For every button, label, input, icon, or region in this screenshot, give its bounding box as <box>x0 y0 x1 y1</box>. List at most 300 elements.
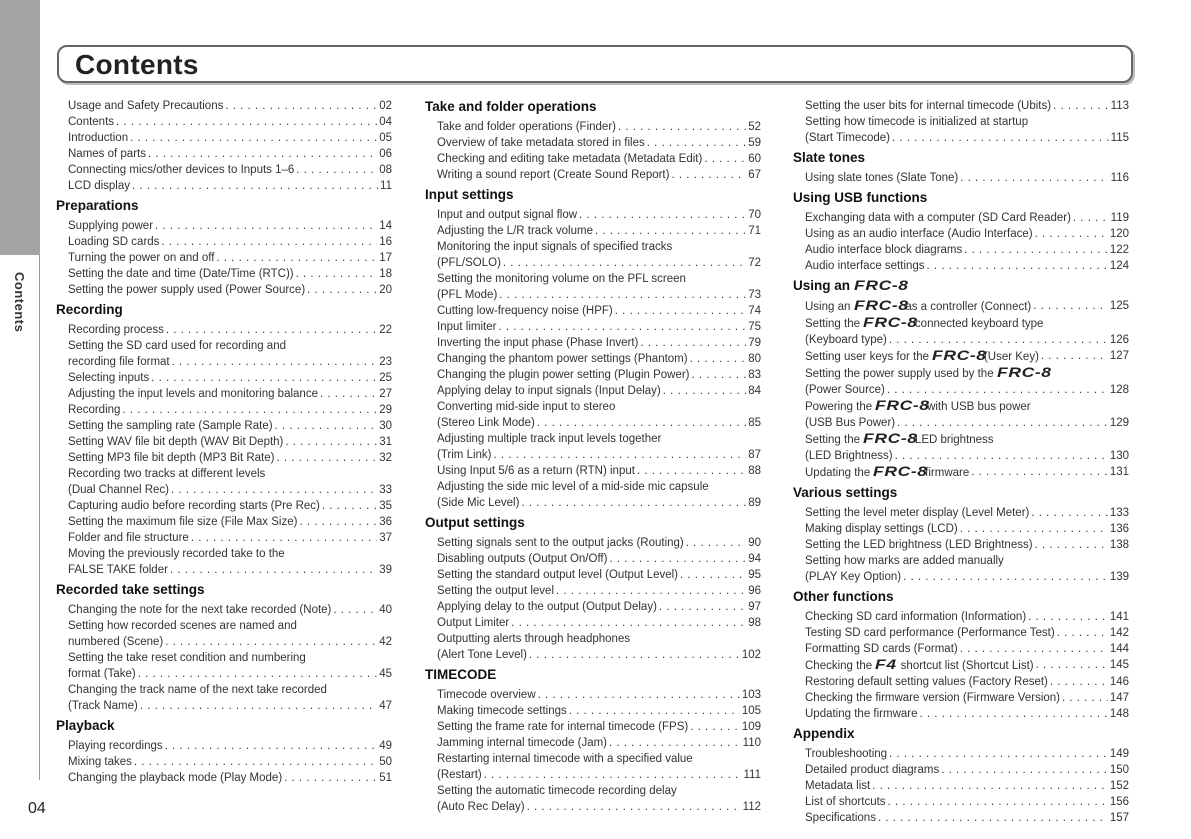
toc-entry[interactable] <box>437 799 761 815</box>
entry-title: Changing the plugin power setting (Plugin Power) <box>437 369 690 381</box>
entry-title: Setting WAV file bit depth (WAV Bit Depth) <box>68 436 284 448</box>
entry-title: Checking and editing take metadata (Metadata Edit) <box>437 153 703 165</box>
toc-entry[interactable] <box>68 666 392 682</box>
entry-line1: Converting mid-side input to stereo <box>437 401 616 413</box>
toc-entry[interactable] <box>68 282 392 298</box>
entry-title: (PFL/SOLO) <box>437 257 501 269</box>
toc-entry[interactable] <box>437 447 761 463</box>
dot-leader <box>527 799 741 815</box>
toc-entry[interactable] <box>805 415 1129 431</box>
entry-title: Supplying power <box>68 220 154 232</box>
entry-title: Cutting low-frequency noise (HPF) <box>437 305 613 317</box>
entry-title: (Power Source) <box>805 384 885 396</box>
page-ref: 83 <box>748 369 761 381</box>
page-ref: 87 <box>748 449 761 461</box>
toc-entry[interactable] <box>437 615 761 631</box>
toc-entry[interactable] <box>805 210 1129 226</box>
dot-leader <box>618 119 746 135</box>
toc-entry[interactable] <box>437 207 761 223</box>
toc-entry[interactable] <box>68 770 392 786</box>
toc-entry[interactable] <box>437 551 761 567</box>
dot-leader <box>872 778 1108 794</box>
toc-entry[interactable] <box>68 178 392 194</box>
page-ref: 52 <box>748 121 761 133</box>
page-ref: 125 <box>1109 300 1129 312</box>
toc-entry[interactable] <box>805 242 1129 258</box>
dot-leader <box>499 287 746 303</box>
toc-entry[interactable] <box>437 167 761 183</box>
page-ref: 23 <box>379 356 392 368</box>
dot-leader <box>647 135 746 151</box>
toc-entry[interactable] <box>805 98 1129 114</box>
toc-entry[interactable] <box>68 146 392 162</box>
toc-entry[interactable] <box>805 130 1129 146</box>
frc8-logo: FRC-8 <box>873 463 929 479</box>
page-ref: 36 <box>379 516 392 528</box>
toc-entry[interactable] <box>68 754 392 770</box>
dot-leader <box>637 463 746 479</box>
entry-title: (PFL Mode) <box>437 289 498 301</box>
page-ref: 120 <box>1109 228 1129 240</box>
dot-leader <box>511 615 746 631</box>
toc-entry[interactable] <box>805 657 1129 674</box>
entry-line1 <box>805 315 1129 332</box>
entry-title: Usage and Safety Precautions <box>68 100 224 112</box>
title-bar <box>57 45 1133 83</box>
toc-entry[interactable] <box>805 298 1129 315</box>
toc-entry[interactable] <box>68 98 392 114</box>
entry-title: (Keyboard type) <box>805 334 887 346</box>
page-ref: 136 <box>1109 523 1129 535</box>
page-ref: 18 <box>379 268 392 280</box>
page-ref: 17 <box>379 252 392 264</box>
entry-title: Metadata list <box>805 780 871 792</box>
toc-group-shortcut <box>793 657 1129 674</box>
dot-leader <box>690 719 740 735</box>
toc-entry[interactable] <box>437 767 761 783</box>
toc-entry[interactable] <box>68 530 392 546</box>
toc-entry[interactable] <box>437 719 761 735</box>
page-ref: 90 <box>748 537 761 549</box>
entry-title: Timecode overview <box>437 689 536 701</box>
heading-text: Using an <box>793 278 851 293</box>
dot-leader <box>171 482 377 498</box>
page-ref: 08 <box>379 164 392 176</box>
dot-leader <box>537 415 746 431</box>
dot-leader <box>498 319 746 335</box>
page-ref: 25 <box>379 372 392 384</box>
entry-text: Setting the <box>805 434 860 446</box>
toc-entry[interactable] <box>805 537 1129 553</box>
toc-entry[interactable] <box>68 386 392 402</box>
entry-title: (Stereo Link Mode) <box>437 417 535 429</box>
entry-title: Setting the level meter display (Level Meter) <box>805 507 1030 519</box>
entry-line1 <box>805 431 1129 448</box>
dot-leader <box>680 567 746 583</box>
dot-leader <box>521 495 746 511</box>
dot-leader <box>494 447 747 463</box>
page-ref: 88 <box>748 465 761 477</box>
toc-entry[interactable] <box>437 223 761 239</box>
dot-leader <box>285 434 377 450</box>
page-ref: 40 <box>379 604 392 616</box>
page-ref: 146 <box>1109 676 1129 688</box>
page-ref: 75 <box>748 321 761 333</box>
frc8-logo: FRC-8 <box>996 364 1052 380</box>
entry-title: FALSE TAKE folder <box>68 564 168 576</box>
toc-entry[interactable] <box>437 351 761 367</box>
entry-title: Recording <box>68 404 121 416</box>
dot-leader <box>889 746 1108 762</box>
entry-text: Powering the <box>805 401 873 413</box>
toc-entry[interactable] <box>437 287 761 303</box>
page-ref: 49 <box>379 740 392 752</box>
toc-entry[interactable] <box>68 418 392 434</box>
toc-entry[interactable] <box>805 609 1129 625</box>
entry-title: Using slate tones (Slate Tone) <box>805 172 959 184</box>
toc-entry[interactable] <box>68 738 392 754</box>
toc-entry[interactable] <box>68 562 392 578</box>
toc-group <box>425 207 761 511</box>
entry-title: Folder and file structure <box>68 532 189 544</box>
toc-entry[interactable] <box>68 402 392 418</box>
dot-leader <box>640 335 746 351</box>
f4-logo: F4 <box>875 656 898 672</box>
entry-line1 <box>805 398 1129 415</box>
dot-leader <box>151 370 377 386</box>
entry-title: Applying delay to the output (Output Delay) <box>437 601 657 613</box>
entry-title: Setting the standard output level (Output Level) <box>437 569 679 581</box>
entry-text: Setting the power supply used by the <box>805 368 994 380</box>
toc-entry[interactable] <box>437 255 761 271</box>
page-ref: 150 <box>1109 764 1129 776</box>
page-ref: 33 <box>379 484 392 496</box>
entry-title: Turning the power on and off <box>68 252 215 264</box>
page-ref: 130 <box>1109 450 1129 462</box>
toc-entry[interactable] <box>437 583 761 599</box>
toc-entry[interactable] <box>805 690 1129 706</box>
page-ref: 45 <box>379 668 392 680</box>
page-ref: 85 <box>748 417 761 429</box>
toc-entry[interactable] <box>437 703 761 719</box>
entry-title: Changing the phantom power settings (Phantom) <box>437 353 688 365</box>
dot-leader <box>130 130 377 146</box>
page-ref: 60 <box>748 153 761 165</box>
entry-title: Input limiter <box>437 321 497 333</box>
toc-entry[interactable] <box>68 162 392 178</box>
toc-entry[interactable] <box>437 495 761 511</box>
dot-leader <box>333 602 377 618</box>
entry-line1: Monitoring the input signals of specified tracks <box>437 241 673 253</box>
entry-title: Adjusting the L/R track volume <box>437 225 593 237</box>
toc-entry[interactable] <box>805 569 1129 585</box>
toc-entry[interactable] <box>437 151 761 167</box>
toc-entry[interactable] <box>437 335 761 351</box>
dot-leader <box>595 223 746 239</box>
toc-entry[interactable] <box>437 647 761 663</box>
page-ref: 131 <box>1109 466 1129 478</box>
entry-title <box>805 657 1034 674</box>
toc-entry[interactable] <box>68 234 392 250</box>
page-ref: 16 <box>379 236 392 248</box>
dot-leader <box>538 687 740 703</box>
toc-entry[interactable] <box>437 735 761 751</box>
toc-entry[interactable] <box>805 170 1129 186</box>
page-ref: 113 <box>1110 100 1129 112</box>
entry-title <box>805 464 969 481</box>
page-ref: 103 <box>741 689 761 701</box>
frc8-logo: FRC-8 <box>875 397 930 413</box>
toc-entry[interactable] <box>437 367 761 383</box>
entry-title: recording file format <box>68 356 170 368</box>
entry-title: Changing the playback mode (Play Mode) <box>68 772 283 784</box>
entry-title: List of shortcuts <box>805 796 886 808</box>
entry-line1: Adjusting multiple track input levels together <box>437 433 662 445</box>
entry-title: Audio interface settings <box>805 260 925 272</box>
toc-entry[interactable] <box>437 567 761 583</box>
toc-entry[interactable] <box>805 706 1129 722</box>
toc-entry[interactable] <box>805 382 1129 398</box>
page-ref: 111 <box>743 769 761 781</box>
dot-leader <box>878 810 1108 826</box>
toc-group <box>793 674 1129 722</box>
dot-leader <box>941 762 1108 778</box>
entry-title: Playing recordings <box>68 740 163 752</box>
dot-leader <box>1062 690 1108 706</box>
toc-entry[interactable] <box>805 641 1129 657</box>
dot-leader <box>692 367 747 383</box>
entry-line1: Moving the previously recorded take to the <box>68 548 285 560</box>
toc-entry[interactable] <box>68 250 392 266</box>
dot-leader <box>170 562 377 578</box>
page-ref: 14 <box>379 220 392 232</box>
entry-title: Using as an audio interface (Audio Interface) <box>805 228 1033 240</box>
toc-entry[interactable] <box>68 218 392 234</box>
toc-group <box>56 602 392 714</box>
section-heading: Using USB functions <box>793 190 928 205</box>
toc-entry[interactable] <box>68 370 392 386</box>
toc-entry[interactable] <box>805 348 1129 365</box>
toc-entry[interactable] <box>437 687 761 703</box>
page-ref: 147 <box>1109 692 1129 704</box>
toc-entry[interactable] <box>68 266 392 282</box>
dot-leader <box>284 770 377 786</box>
page-ref: 73 <box>748 289 761 301</box>
toc-group <box>56 738 392 786</box>
toc-entry[interactable] <box>68 602 392 618</box>
toc-entry[interactable] <box>805 674 1129 690</box>
toc-entry[interactable] <box>805 464 1129 481</box>
page-ref: 122 <box>1109 244 1129 256</box>
page-ref: 141 <box>1109 611 1129 623</box>
page-ref: 05 <box>379 132 392 144</box>
dot-leader <box>892 130 1109 146</box>
entry-title: Jamming internal timecode (Jam) <box>437 737 608 749</box>
section-heading: Take and folder operations <box>425 99 597 114</box>
toc-entry[interactable] <box>68 450 392 466</box>
entry-title: (Auto Rec Delay) <box>437 801 525 813</box>
toc-group <box>793 170 1129 186</box>
entry-title: Setting the frame rate for internal timecode (FPS) <box>437 721 689 733</box>
entry-line1: Setting how recorded scenes are named and <box>68 620 297 632</box>
toc-entry[interactable] <box>805 258 1129 274</box>
page-ref: 39 <box>379 564 392 576</box>
toc-entry[interactable] <box>805 448 1129 464</box>
dot-leader <box>116 114 377 130</box>
toc-entry[interactable] <box>68 130 392 146</box>
entry-text: shortcut list (Shortcut List) <box>900 660 1034 672</box>
dot-leader <box>671 167 746 183</box>
dot-leader <box>165 634 377 650</box>
page-ref: 02 <box>379 100 392 112</box>
entry-line1: Setting the take reset condition and numbering <box>68 652 306 664</box>
dot-leader <box>1033 298 1108 315</box>
page-ref: 84 <box>748 385 761 397</box>
page-ref: 94 <box>748 553 761 565</box>
toc-entry[interactable] <box>805 505 1129 521</box>
entry-title: LCD display <box>68 180 130 192</box>
entry-title: Names of parts <box>68 148 146 160</box>
dot-leader <box>320 386 377 402</box>
toc-entry[interactable] <box>805 226 1129 242</box>
toc-column-1 <box>56 98 392 786</box>
page-ref: 105 <box>741 705 761 717</box>
page-ref: 32 <box>379 452 392 464</box>
dot-leader <box>887 382 1108 398</box>
dot-leader <box>165 738 378 754</box>
frc8-logo: FRC-8 <box>863 430 918 446</box>
toc-entry[interactable] <box>68 114 392 130</box>
page-ref: 89 <box>748 497 761 509</box>
section-heading: Playback <box>56 718 115 733</box>
dot-leader <box>1050 674 1108 690</box>
entry-title: Setting the sampling rate (Sample Rate) <box>68 420 273 432</box>
dot-leader <box>132 178 378 194</box>
page-ref: 157 <box>1109 812 1129 824</box>
page-ref: 11 <box>380 180 392 192</box>
page-ref: 59 <box>748 137 761 149</box>
entry-title: Take and folder operations (Finder) <box>437 121 616 133</box>
toc-group <box>425 119 761 183</box>
dot-leader <box>659 599 746 615</box>
toc-entry[interactable] <box>437 119 761 135</box>
page-ref: 80 <box>748 353 761 365</box>
page-ref: 22 <box>379 324 392 336</box>
entry-title: Making display settings (LCD) <box>805 523 958 535</box>
dot-leader <box>1028 609 1108 625</box>
page-ref: 67 <box>748 169 761 181</box>
section-heading-frc8 <box>793 277 1129 295</box>
dot-leader <box>889 332 1108 348</box>
toc-entry[interactable] <box>805 778 1129 794</box>
entry-title: (USB Bus Power) <box>805 417 896 429</box>
entry-text: (User Key) <box>983 351 1039 363</box>
toc-entry[interactable] <box>437 135 761 151</box>
toc-entry[interactable] <box>805 794 1129 810</box>
entry-title: (Side Mic Level) <box>437 497 520 509</box>
page-ref: 127 <box>1109 350 1129 362</box>
toc-entry[interactable] <box>68 434 392 450</box>
entry-title: Setting signals sent to the output jacks (Routing) <box>437 537 684 549</box>
toc-entry[interactable] <box>437 535 761 551</box>
entry-title: Recording process <box>68 324 164 336</box>
dot-leader <box>556 583 746 599</box>
toc-entry[interactable] <box>437 463 761 479</box>
entry-title: format (Take) <box>68 668 136 680</box>
entry-line1: Setting how timecode is initialized at startup <box>805 116 1029 128</box>
entry-title: Output Limiter <box>437 617 510 629</box>
dot-leader <box>686 535 746 551</box>
dot-leader <box>1041 348 1108 365</box>
section-heading: Output settings <box>425 515 525 530</box>
side-label: Contents <box>12 272 27 333</box>
entry-title: Setting the date and time (Date/Time (RTC)) <box>68 268 294 280</box>
toc-entry[interactable] <box>805 521 1129 537</box>
entry-title: numbered (Scene) <box>68 636 164 648</box>
toc-entry[interactable] <box>68 354 392 370</box>
entry-title: Mixing takes <box>68 756 132 768</box>
toc-entry[interactable] <box>805 762 1129 778</box>
dot-leader <box>1035 226 1108 242</box>
entry-line1: Restarting internal timecode with a specified value <box>437 753 693 765</box>
toc-entry[interactable] <box>68 698 392 714</box>
toc-entry[interactable] <box>805 332 1129 348</box>
entry-title: (PLAY Key Option) <box>805 571 902 583</box>
page-ref: 148 <box>1109 708 1129 720</box>
entry-title: Adjusting the input levels and monitoring balance <box>68 388 318 400</box>
toc-entry[interactable] <box>437 415 761 431</box>
page-ref: 47 <box>379 700 392 712</box>
page-ref: 42 <box>379 636 392 648</box>
toc-entry[interactable] <box>68 322 392 338</box>
entry-title: Applying delay to input signals (Input Delay) <box>437 385 661 397</box>
section-heading: Various settings <box>793 485 898 500</box>
section-heading: Recording <box>56 302 123 317</box>
entry-title: Setting the power supply used (Power Source) <box>68 284 306 296</box>
toc-entry[interactable] <box>805 746 1129 762</box>
dot-leader <box>307 282 377 298</box>
entry-title: Updating the firmware <box>805 708 918 720</box>
toc-entry[interactable] <box>805 625 1129 641</box>
toc-group <box>425 535 761 663</box>
frc8-logo: FRC-8 <box>863 314 918 330</box>
toc-entry[interactable] <box>437 319 761 335</box>
page-ref: 156 <box>1109 796 1129 808</box>
toc-group-frc8 <box>793 298 1129 481</box>
dot-leader <box>138 666 377 682</box>
entry-text: LED brightness <box>914 434 994 446</box>
toc-entry[interactable] <box>68 482 392 498</box>
toc-group <box>793 505 1129 585</box>
toc-group <box>425 687 761 815</box>
toc-entry[interactable] <box>68 498 392 514</box>
toc-entry[interactable] <box>68 634 392 650</box>
dot-leader <box>484 767 742 783</box>
toc-entry[interactable] <box>437 599 761 615</box>
entry-line1: Setting how marks are added manually <box>805 555 1004 567</box>
toc-entry[interactable] <box>437 383 761 399</box>
toc-entry[interactable] <box>805 810 1129 826</box>
toc-entry[interactable] <box>68 514 392 530</box>
dot-leader <box>166 322 377 338</box>
entry-text: as a controller (Connect) <box>905 301 1032 313</box>
toc-entry[interactable] <box>437 303 761 319</box>
page-ref: 29 <box>379 404 392 416</box>
page-ref: 115 <box>1110 132 1129 144</box>
dot-leader <box>276 450 377 466</box>
dot-leader <box>140 698 377 714</box>
entry-title: Using Input 5/6 as a return (RTN) input <box>437 465 635 477</box>
